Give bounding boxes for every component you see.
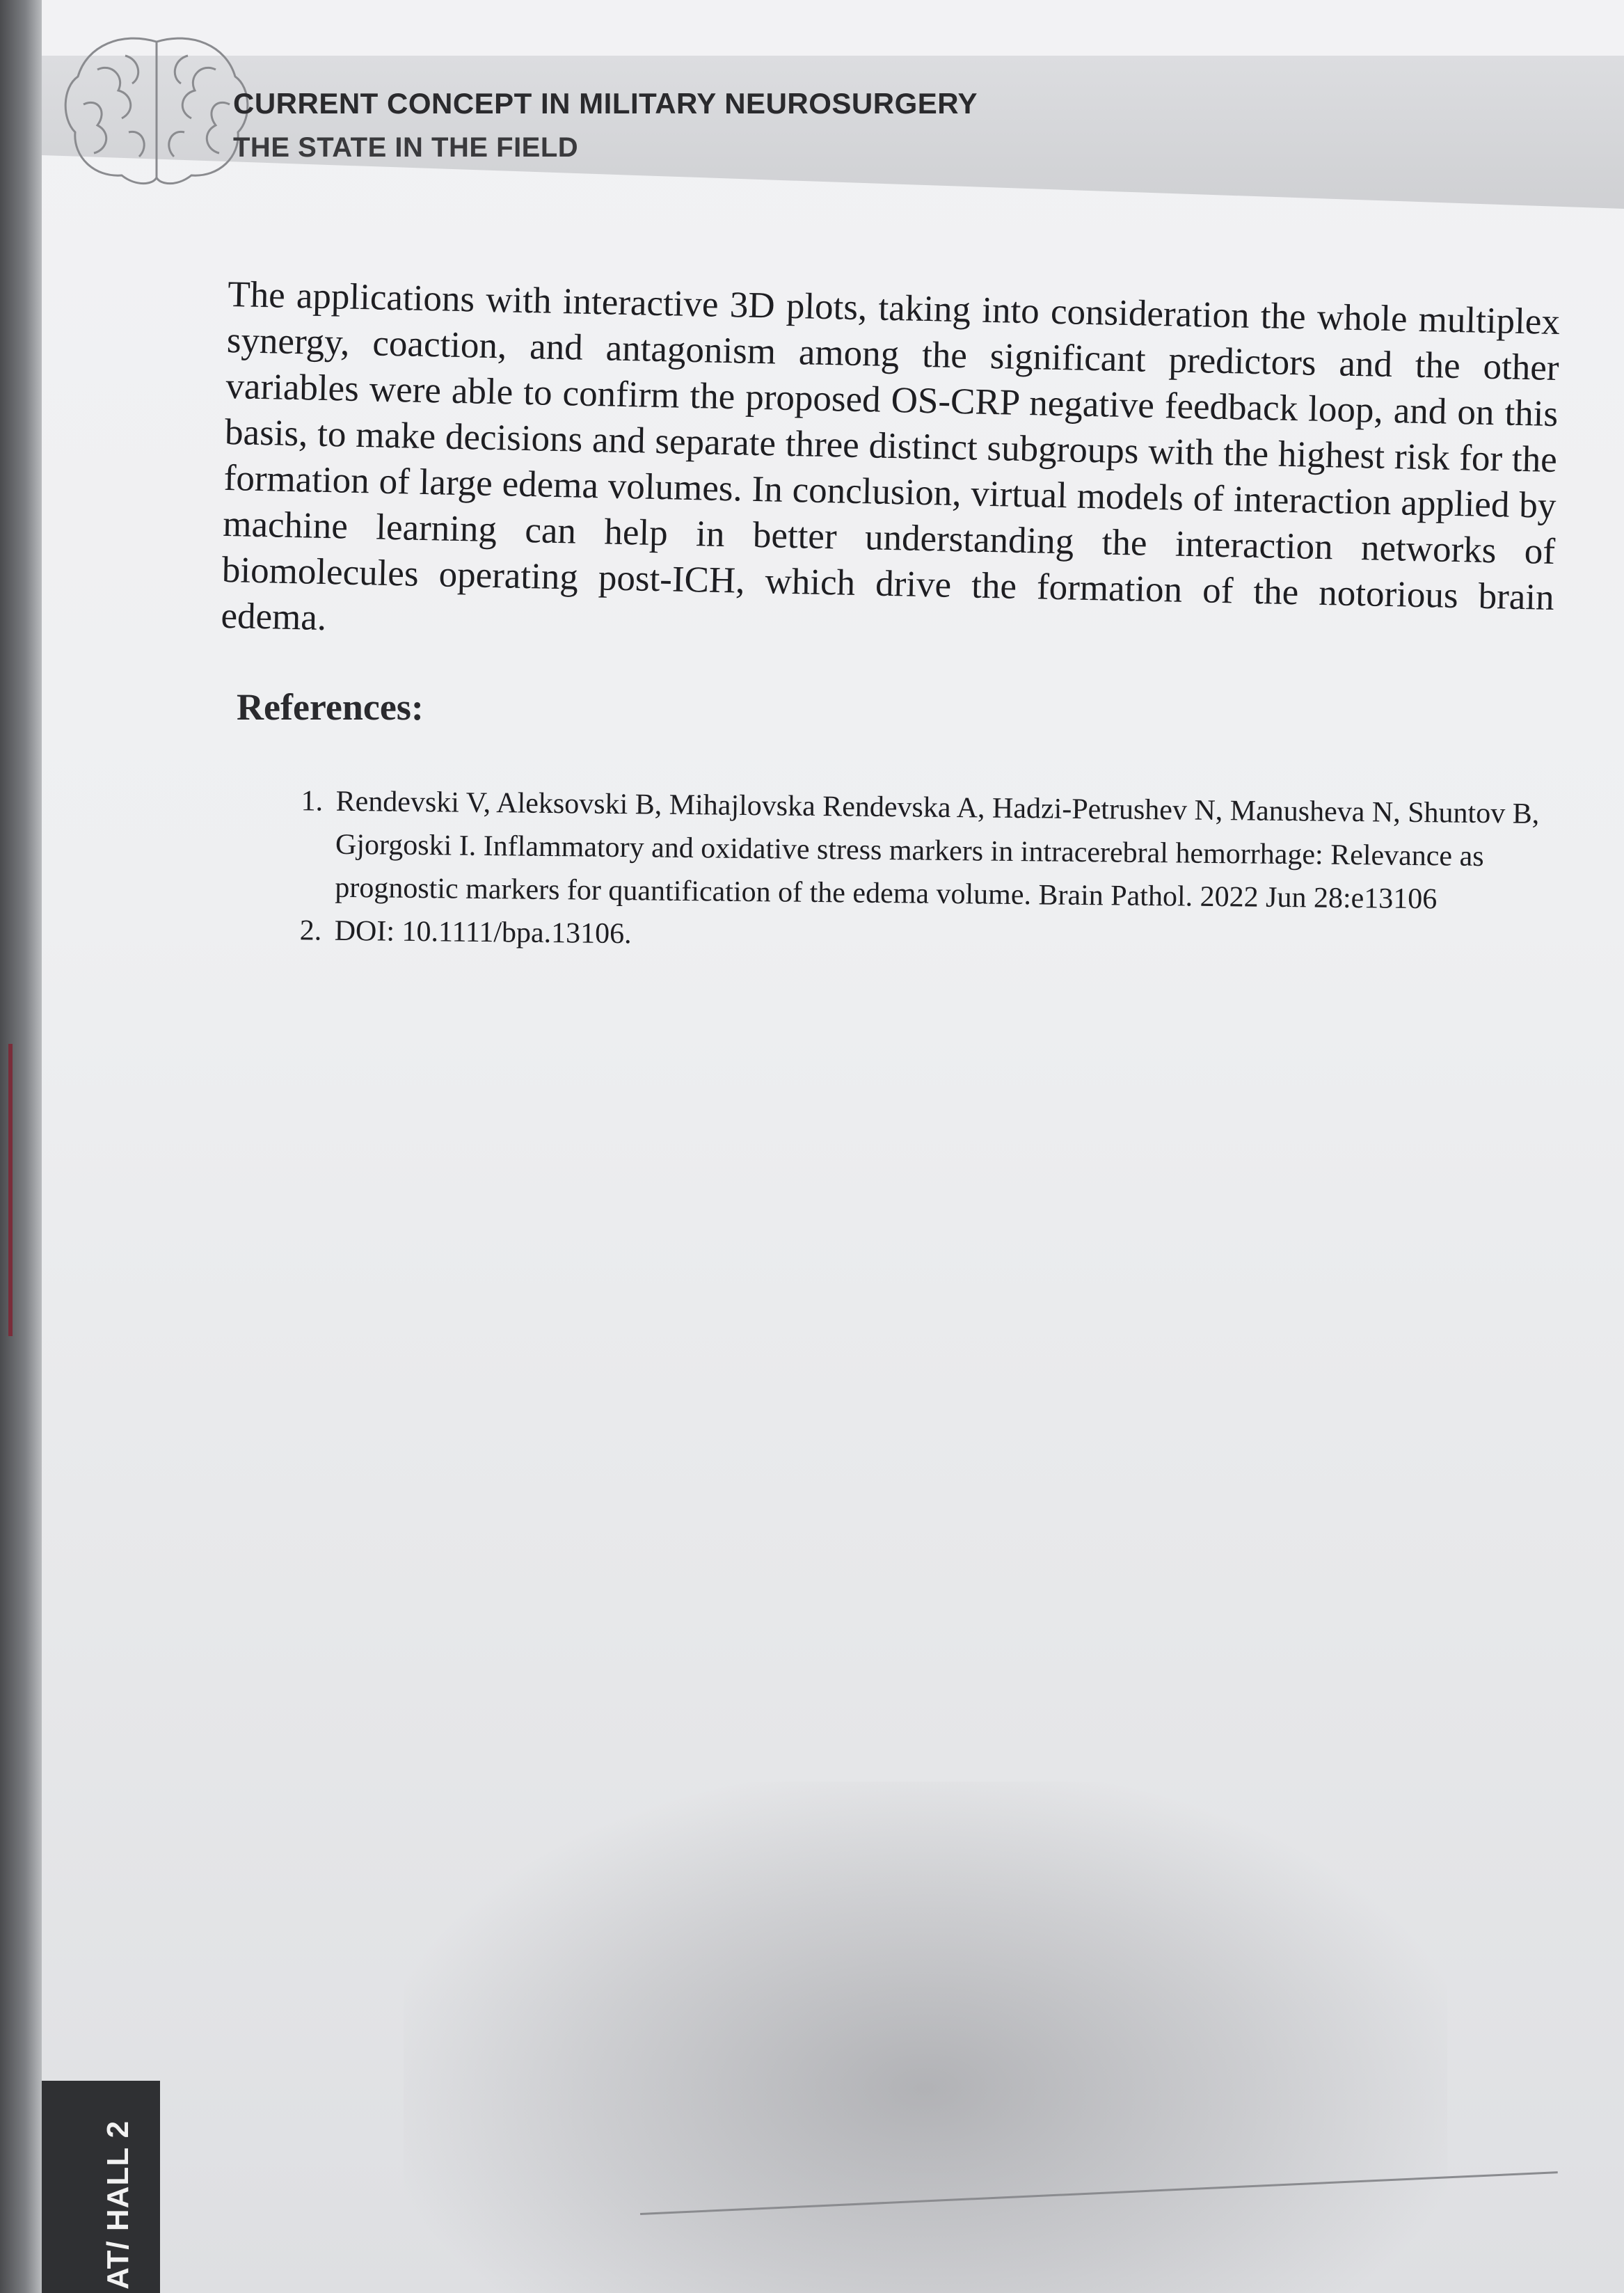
page-binding-edge bbox=[0, 0, 42, 2293]
references-list bbox=[283, 779, 1582, 966]
side-tab-label: AT/ HALL 2 bbox=[101, 2120, 135, 2290]
reference-item: 2. DOI: 10.1111/bpa.13106. bbox=[328, 910, 1582, 966]
header-subtitle: THE STATE IN THE FIELD bbox=[233, 132, 579, 163]
reference-item: 1. Rendevski V, Aleksovski B, Mihajlovska Rendevska A, Hadzi-Petrushev N, Manusheva N, Shuntov B, Gjorgoski I. Inflammatory and oxidative stress markers in intracerebral hemorrhage: Relevance as prognostic markers for quantification of the edema volume. Brain Pathol. 2022 Jun 28:e13106 bbox=[329, 780, 1583, 923]
references-heading: References: bbox=[237, 686, 424, 728]
binding-ribbon bbox=[8, 1044, 13, 1336]
document-page bbox=[42, 0, 1624, 2293]
page-shadow bbox=[404, 1782, 1447, 2293]
brain-icon bbox=[56, 28, 257, 195]
header-title: CURRENT CONCEPT IN MILITARY NEUROSURGERY bbox=[233, 87, 978, 120]
body-paragraph: The applications with interactive 3D plots, taking into consideration the whole multiplex synergy, coaction, and antagonism among the significant predictors and the other variables were able to confirm the proposed OS-CRP negative feedback loop, and on this basis, to make decisions and separate three distinct subgroups with the highest risk for the formation of large edema volumes. In conclusion, virtual models of interaction applied by machine learning can help in better understanding the interaction networks of biomolecules operating post-ICH, which drive the formation of the notorious brain edema. bbox=[221, 273, 1561, 639]
